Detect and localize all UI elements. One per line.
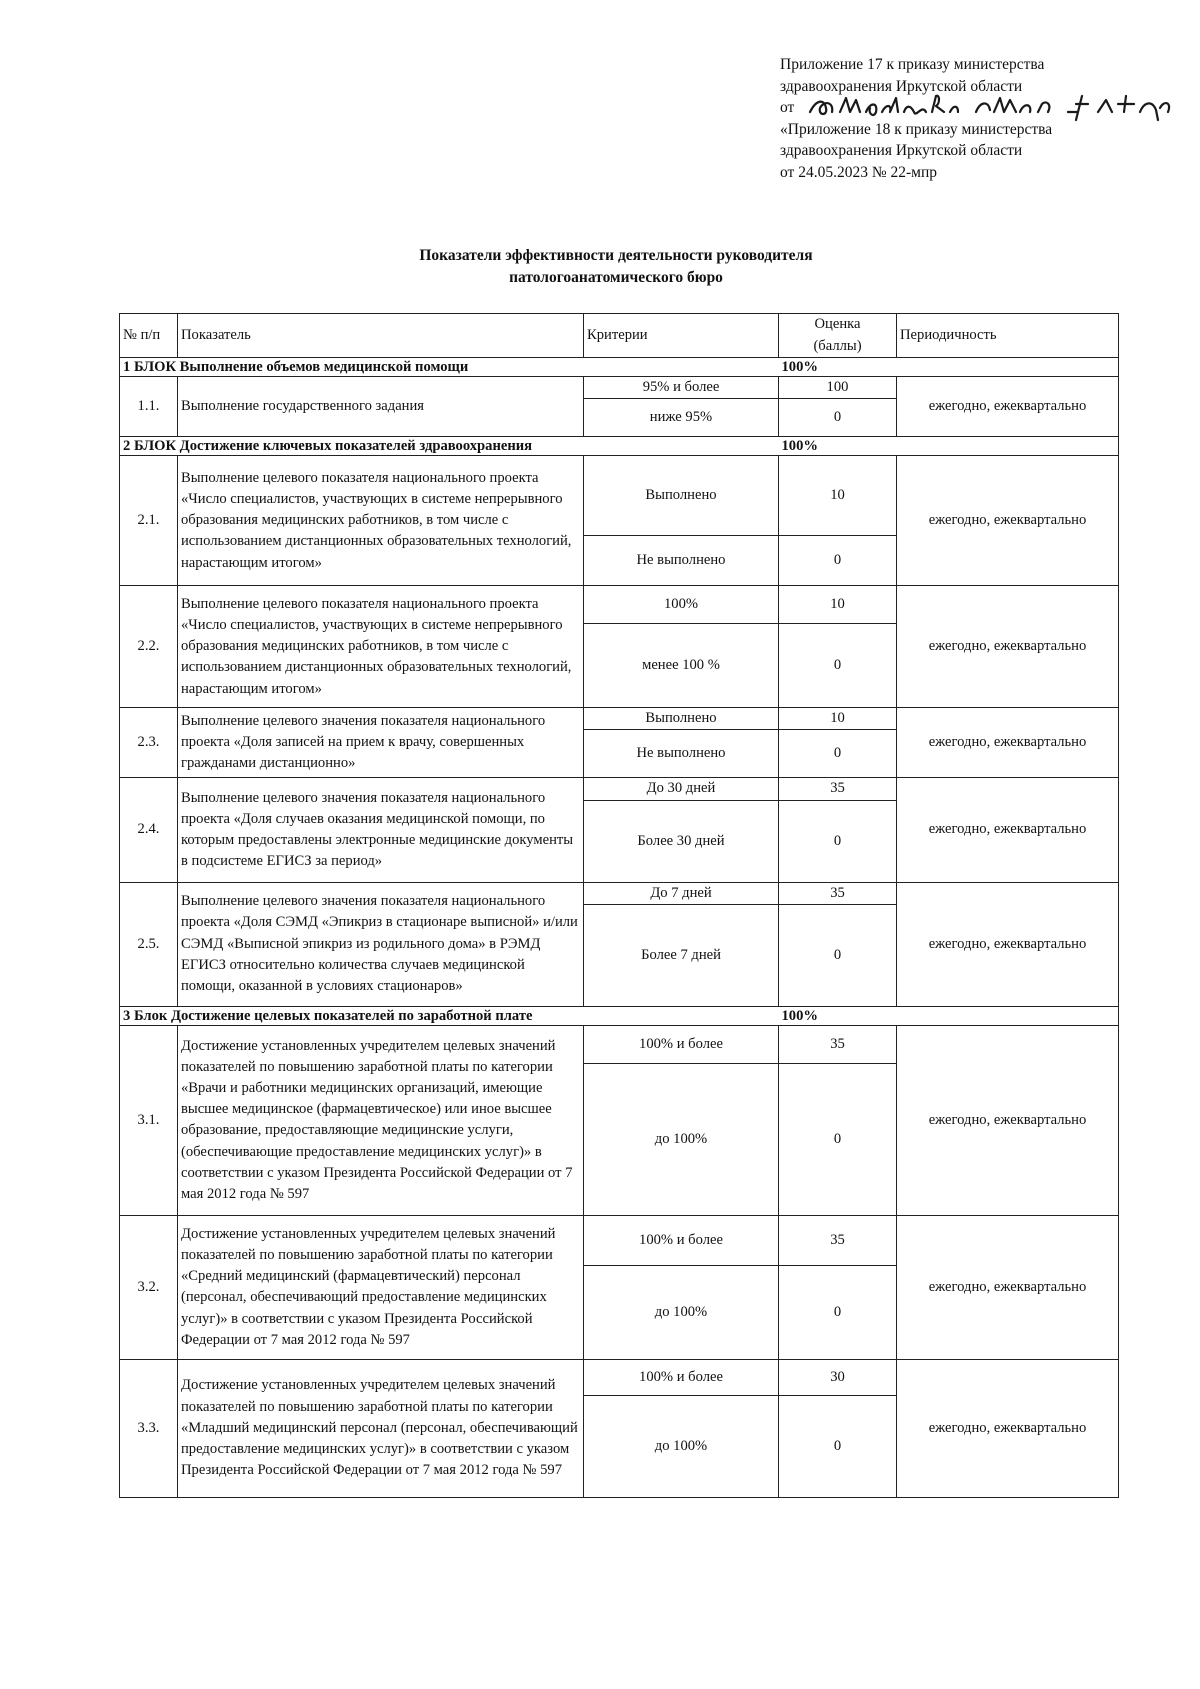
block-header-row <box>120 437 1119 456</box>
header-line-6: от 24.05.2023 № 22-мпр <box>780 163 937 181</box>
document-title <box>0 245 1200 289</box>
period-text: ежегодно, ежеквартально <box>897 882 1119 1006</box>
criteria-score: 0 <box>779 800 897 882</box>
criteria-score: 0 <box>779 730 897 778</box>
row-number: 2.1. <box>120 456 178 586</box>
criteria-label: 100% <box>584 586 779 624</box>
row-number: 3.2. <box>120 1215 178 1359</box>
indicator-text: Выполнение целевого значения показателя национального проекта «Доля записей на прием к врачу, совершенных гражданами дистанционно» <box>178 708 584 778</box>
row-number: 2.5. <box>120 882 178 1006</box>
criteria-score: 0 <box>779 399 897 437</box>
table-row <box>120 1215 1119 1265</box>
criteria-label: До 30 дней <box>584 778 779 800</box>
block-header-row <box>120 1006 1119 1025</box>
header-line-5: здравоохранения Иркутской области <box>780 142 1023 159</box>
period-text: ежегодно, ежеквартально <box>897 1215 1119 1359</box>
criteria-score: 35 <box>779 1025 897 1063</box>
criteria-label: Выполнено <box>584 708 779 730</box>
indicator-text: Выполнение целевого значения показателя национального проекта «Доля случаев оказания медицинской помощи, по которым предоставлены электронные медицинские документы в подсистеме ЕГИСЗ за период» <box>178 778 584 882</box>
col-header-period: Периодичность <box>897 314 1119 358</box>
criteria-label: 100% и более <box>584 1025 779 1063</box>
header-line-2: здравоохранения Иркутской области <box>780 77 1023 95</box>
criteria-label: до 100% <box>584 1395 779 1497</box>
block-spacer <box>897 1006 1119 1025</box>
criteria-score: 0 <box>779 904 897 1006</box>
table-header-row <box>120 314 1119 358</box>
criteria-label: до 100% <box>584 1265 779 1359</box>
table-row <box>120 708 1119 730</box>
criteria-label: Выполнено <box>584 456 779 536</box>
criteria-label: 100% и более <box>584 1359 779 1395</box>
row-number: 2.3. <box>120 708 178 778</box>
col-header-num: № п/п <box>120 314 178 358</box>
row-number: 3.1. <box>120 1025 178 1215</box>
block-weight: 100% <box>779 437 897 456</box>
row-number: 2.4. <box>120 778 178 882</box>
period-text: ежегодно, ежеквартально <box>897 586 1119 708</box>
criteria-label: Не выполнено <box>584 730 779 778</box>
criteria-score: 0 <box>779 1265 897 1359</box>
header-line-1: Приложение 17 к приказу министерства <box>780 56 1045 73</box>
indicator-text: Выполнение целевого значения показателя национального проекта «Доля СЭМД «Эпикриз в стационаре выписной» и/или СЭМД «Выписной эпикриз из родильного дома» в РЭМД ЕГИСЗ относительно количества случаев медицинской помощи, оказанной в условиях стационаров» <box>178 882 584 1006</box>
indicator-text: Выполнение целевого показателя национального проекта «Число специалистов, участвующих в системе непрерывного образования медицинских работников, в том числе с использованием дистанционных образовательных технологий, нарастающим итогом» <box>178 456 584 586</box>
table-row <box>120 586 1119 624</box>
row-number: 2.2. <box>120 586 178 708</box>
period-text: ежегодно, ежеквартально <box>897 1359 1119 1497</box>
criteria-score: 10 <box>779 708 897 730</box>
criteria-score: 0 <box>779 1063 897 1215</box>
criteria-score: 10 <box>779 456 897 536</box>
block-title: 1 БЛОК Выполнение объемов медицинской помощи <box>120 358 779 377</box>
period-text: ежегодно, ежеквартально <box>897 778 1119 882</box>
criteria-score: 0 <box>779 1395 897 1497</box>
indicator-text: Выполнение целевого показателя национального проекта «Число специалистов, участвующих в системе непрерывного образования медицинских работников, в том числе с использованием дистанционных образовательных технологий, нарастающим итогом» <box>178 586 584 708</box>
period-text: ежегодно, ежеквартально <box>897 456 1119 586</box>
period-text: ежегодно, ежеквартально <box>897 377 1119 437</box>
title-line-2: патологоанатомического бюро <box>509 269 723 286</box>
block-title: 3 Блок Достижение целевых показателей по заработной плате <box>120 1006 779 1025</box>
criteria-label: ниже 95% <box>584 399 779 437</box>
criteria-label: до 100% <box>584 1063 779 1215</box>
period-text: ежегодно, ежеквартально <box>897 1025 1119 1215</box>
criteria-label: Более 7 дней <box>584 904 779 1006</box>
row-number: 1.1. <box>120 377 178 437</box>
col-header-score-line2: (баллы) <box>813 337 862 354</box>
table-row <box>120 1359 1119 1395</box>
table-row <box>120 377 1119 399</box>
criteria-label: менее 100 % <box>584 624 779 708</box>
block-weight: 100% <box>779 1006 897 1025</box>
period-text: ежегодно, ежеквартально <box>897 708 1119 778</box>
criteria-score: 35 <box>779 778 897 800</box>
block-weight: 100% <box>779 358 897 377</box>
title-line-1: Показатели эффективности деятельности руководителя <box>419 247 813 264</box>
criteria-label: Более 30 дней <box>584 800 779 882</box>
criteria-label: До 7 дней <box>584 882 779 904</box>
table-row <box>120 456 1119 536</box>
table-row <box>120 882 1119 904</box>
criteria-score: 10 <box>779 586 897 624</box>
criteria-score: 35 <box>779 882 897 904</box>
criteria-score: 35 <box>779 1215 897 1265</box>
block-title: 2 БЛОК Достижение ключевых показателей здравоохранения <box>120 437 779 456</box>
criteria-label: 95% и более <box>584 377 779 399</box>
block-spacer <box>897 437 1119 456</box>
indicators-table <box>119 313 1119 1498</box>
criteria-label: Не выполнено <box>584 536 779 586</box>
criteria-score: 0 <box>779 536 897 586</box>
indicator-text: Достижение установленных учредителем целевых значений показателей по повышению заработной платы по категории «Средний медицинский (фармацевтический) персонал (персонал, обеспечивающий предоставление медицинских услуг)» в соответствии с указом Президента Российской Федерации от 7 мая 2012 года № 597 <box>178 1215 584 1359</box>
block-spacer <box>897 358 1119 377</box>
header-line-4: «Приложение 18 к приказу министерства <box>780 120 1053 138</box>
criteria-score: 0 <box>779 624 897 708</box>
criteria-label: 100% и более <box>584 1215 779 1265</box>
indicator-text: Выполнение государственного задания <box>178 377 584 437</box>
col-header-indicator: Показатель <box>178 314 584 358</box>
criteria-score: 100 <box>779 377 897 399</box>
col-header-criteria: Критерии <box>584 314 779 358</box>
criteria-score: 30 <box>779 1359 897 1395</box>
indicator-text: Достижение установленных учредителем целевых значений показателей по повышению заработной платы по категории «Младший медицинский персонал (персонал, обеспечивающий предоставление медицинских услуг)» в соответствии с указом Президента Российской Федерации от 7 мая 2012 года № 597 <box>178 1359 584 1497</box>
row-number: 3.3. <box>120 1359 178 1497</box>
block-header-row <box>120 358 1119 377</box>
table-row <box>120 778 1119 800</box>
col-header-score-line1: Оценка <box>814 316 861 333</box>
header-date-prefix: от <box>780 99 795 116</box>
indicator-text: Достижение установленных учредителем целевых значений показателей по повышению заработной платы по категории «Врачи и работники медицинских организаций, имеющие высшее медицинское (фармацевтическое) или иное высшее образование, предоставляющие медицинские услуги, (обеспечивающие предоставление медицинских услуг)» в соответствии с указом Президента Российской Федерации от 7 мая 2012 года № 597 <box>178 1025 584 1215</box>
handwritten-date-signature <box>806 82 1176 122</box>
table-row <box>120 1025 1119 1063</box>
col-header-score <box>779 314 897 358</box>
